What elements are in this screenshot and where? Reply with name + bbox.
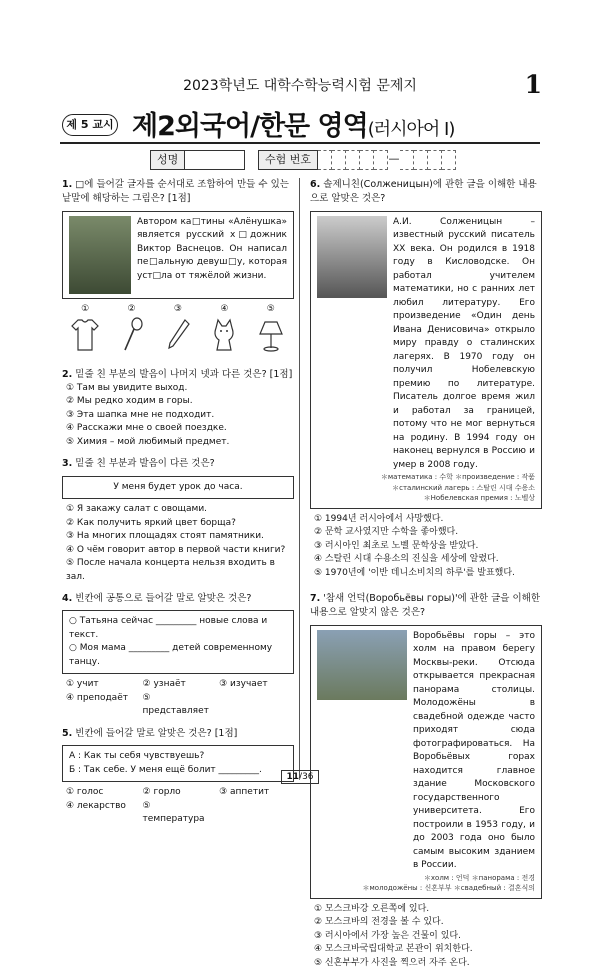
options-row	[62, 678, 294, 719]
question-stem: 6. 솔제니친(Солженицын)에 관한 글을 이해한 내용으로 알맞은 것은?	[310, 179, 537, 205]
dialogue-line: А : Как ты себя чувствуешь?	[69, 751, 205, 761]
question-stem: 7. '참새 언덕(Воробьёвы горы)'에 관한 글을 이해한 내용으로 알맞지 않은 것은?	[310, 593, 541, 619]
answer-option[interactable]: ⑤ представляет	[142, 692, 209, 717]
exam-title	[132, 104, 454, 143]
glossary: ＊холм : 언덕 ＊панорама : 전경 ＊молодожёны : 신혼부부 ＊свадебный : 결혼식의	[362, 873, 535, 892]
answer-option[interactable]: ② 모스크바의 전경을 볼 수 있다.	[314, 917, 444, 927]
shirt-icon	[70, 316, 100, 354]
answer-option[interactable]: ③ Эта шапка мне не подходит.	[66, 409, 215, 420]
lamp-icon	[256, 316, 286, 354]
exam-no-cell[interactable]	[332, 150, 346, 170]
exam-no-cell[interactable]	[374, 150, 388, 170]
portrait-image	[317, 216, 387, 298]
answer-option[interactable]: ③ 러시아에서 가장 높은 건물이 있다.	[314, 930, 461, 941]
passage-text: Автором ка□тины «Алёнушка» является русский х□дожник Виктор Васнецов. Он написал пе□альную девуш□у, которая уст□ла от тяжёлой жизни.	[137, 216, 287, 281]
header-rule	[60, 142, 540, 144]
answer-option[interactable]: ⑤ 1970년에 '이반 데니소비치의 하루'를 발표했다.	[314, 567, 515, 578]
column-divider	[299, 178, 300, 778]
question-3	[62, 457, 294, 584]
exam-header: 2023학년도 대학수학능력시험 문제지	[183, 78, 417, 94]
question-4	[62, 592, 294, 719]
question-stem: 4. 빈칸에 공통으로 들어갈 말로 알맞은 것은?	[62, 593, 252, 604]
title-sub: (러시아어 I)	[367, 119, 455, 140]
answer-option[interactable]: ② 문학 교사였지만 수학을 좋아했다.	[314, 527, 459, 537]
question-stem: 5. 빈칸에 들어갈 말로 알맞은 것은? [1점]	[62, 727, 238, 739]
answer-option[interactable]: ⑤ температура	[142, 800, 205, 824]
painting-image	[69, 216, 131, 294]
name-field[interactable]	[185, 150, 245, 170]
exam-no-cell[interactable]	[442, 150, 456, 170]
question-1	[62, 178, 294, 360]
answer-option[interactable]: ② Как получить яркий цвет борща?	[66, 517, 236, 528]
answer-option[interactable]: ⑤ 신혼부부가 사진을 찍으러 자주 온다.	[314, 957, 470, 968]
passage-text: Воробьёвы горы – это холм на правом берегу Москвы-реки. Отсюда открывается прекрасная панорама столицы. Молодожёны в свадебной одежде часто приходят сюда фотографироваться. На Воробьёвых горах находится главное здание Московского государственного университета. Его построили в 1953 году, и до 2003 года оно было самым высоким зданием в России.	[413, 630, 535, 870]
answer-option[interactable]: ① голос	[66, 787, 104, 797]
answer-option[interactable]: ④ лекарство	[66, 800, 126, 811]
question-6	[310, 178, 542, 580]
exam-no-cells[interactable]	[318, 150, 456, 170]
answer-option[interactable]: ① Там вы увидите выход.	[66, 382, 188, 393]
answer-option[interactable]: ④ Расскажи мне о своей поездке.	[66, 423, 227, 434]
answer-option[interactable]: ④ 스탈린 시대 수용소의 진실을 세상에 알렸다.	[314, 554, 499, 564]
answer-option[interactable]: ③ изучает	[219, 679, 268, 690]
page-footer: 11/36	[0, 772, 600, 782]
answer-option[interactable]: ③ аппетит	[219, 787, 270, 797]
answer-option[interactable]: ① 1994년 러시아에서 사망했다.	[314, 513, 444, 524]
exam-no-cell[interactable]	[318, 150, 332, 170]
passage-line: ○ Моя мама _________ детей современному танцу.	[69, 643, 273, 667]
answer-option[interactable]: ④ преподаёт	[66, 692, 128, 703]
name-row	[150, 150, 245, 170]
dialogue-line: Б : Так себе. У меня ещё болит _________.	[69, 764, 262, 775]
left-column	[62, 178, 294, 835]
answer-option[interactable]: ④ О чём говорит автор в первой части книги?	[66, 544, 286, 555]
question-stem: 2. 밑줄 친 부분의 발음이 나머지 넷과 다른 것은? [1점]	[62, 368, 293, 380]
pen-icon	[163, 316, 193, 354]
question-stem: 1. □에 들어갈 글자를 순서대로 조합하여 만들 수 있는 낱말에 해당하는 그림은? [1점]	[62, 179, 289, 205]
passage-box	[310, 211, 542, 509]
exam-no-cell[interactable]	[346, 150, 360, 170]
sentence-box: У меня будет урок до часа.	[62, 476, 294, 500]
cat-icon	[209, 316, 239, 354]
answer-option[interactable]: ⑤ После начала концерта нельзя входить в зал.	[66, 558, 275, 582]
option-cat[interactable]: ④	[204, 303, 244, 360]
answer-option[interactable]: ⑤ Химия – мой любимый предмет.	[66, 436, 230, 447]
title-main: 제2외국어/한문 영역	[132, 111, 368, 142]
passage-text: А.И. Солженицын – известный русский писатель XX века. Он родился в 1918 году в Кисловодске. Он работал учителем математики, но с ранних лет любил литературу. Его произведение «Один день Ивана Денисовича» открыло миру правду о сталинских лагерях. В 1970 году он получил Нобелевскую премию по литературе. Писатель долгое время жил и работал за границей, потому что не мог вернуться на родину. В 1994 году он наконец вернулся в Россию и умер в 2008 году.	[393, 216, 535, 470]
answer-option[interactable]: ② узнаёт	[142, 679, 186, 690]
picture-options	[62, 303, 294, 360]
exam-no-cell[interactable]	[360, 150, 374, 170]
option-shirt[interactable]: ①	[65, 303, 105, 360]
glossary: ＊математика : 수학 ＊произведение : 작품 ＊сталинский лагерь : 스탈린 시대 수용소 ＊Нобелевская премия : 노벨상	[380, 473, 535, 502]
passage-line: ○ Татьяна сейчас _________ новые слова и текст.	[69, 616, 268, 640]
answer-option[interactable]: ④ 모스크바국립대학교 본관이 위치한다.	[314, 944, 473, 954]
name-label: 성명	[150, 150, 185, 170]
exam-no-row	[258, 150, 456, 170]
spoon-icon	[117, 316, 147, 354]
right-column	[310, 178, 542, 978]
answer-option[interactable]: ③ 러시아인 최초로 노벨 문학상을 받았다.	[314, 540, 479, 551]
passage-box	[62, 211, 294, 299]
exam-no-cell[interactable]	[400, 150, 414, 170]
option-spoon[interactable]: ②	[112, 303, 152, 360]
exam-no-label: 수험 번호	[258, 150, 318, 170]
answer-option[interactable]: ① 모스크바강 오른쪽에 있다.	[314, 903, 430, 914]
answer-option[interactable]: ① учит	[66, 679, 99, 690]
footer-page: 11	[286, 772, 300, 782]
period-badge: 제 5 교시	[62, 114, 118, 136]
passage-box	[310, 625, 542, 899]
exam-no-cell[interactable]	[428, 150, 442, 170]
question-2	[62, 368, 294, 450]
option-lamp[interactable]: ⑤	[251, 303, 291, 360]
answer-option[interactable]: ③ На многих площадях стоят памятники.	[66, 531, 264, 541]
answer-option[interactable]: ② горло	[142, 787, 181, 797]
answer-option[interactable]: ② Мы редко ходим в горы.	[66, 396, 193, 407]
footer-total: 36	[302, 772, 314, 782]
question-stem: 3. 밑줄 친 부분과 발음이 다른 것은?	[62, 458, 215, 470]
landscape-image	[317, 630, 407, 700]
exam-no-cell[interactable]	[414, 150, 428, 170]
answer-option[interactable]: ① Я закажу салат с овощами.	[66, 504, 208, 514]
options-row	[62, 786, 294, 827]
option-pen[interactable]: ③	[158, 303, 198, 360]
page-number: 1	[524, 70, 542, 99]
exam-no-dash: —	[388, 152, 400, 165]
passage-box	[62, 610, 294, 674]
